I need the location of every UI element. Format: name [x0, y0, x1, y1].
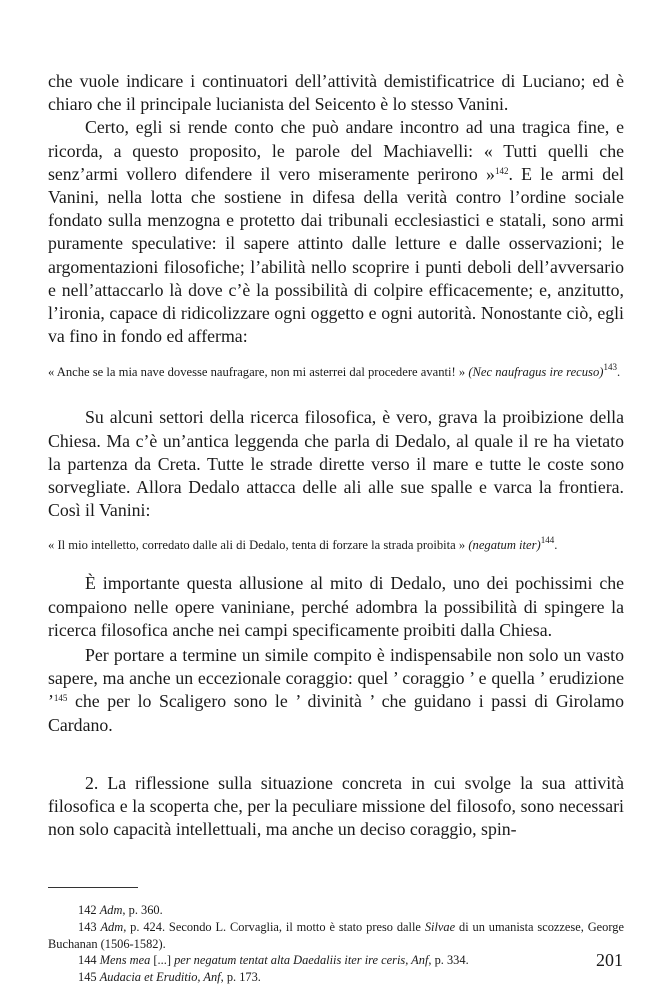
- footnote-144-title2: per negatum tentat alta Daedaliis iter ire ceris, Anf: [174, 953, 429, 968]
- quote-1-latin: (Nec naufragus ire recuso): [468, 365, 604, 380]
- footnote-ref-143[interactable]: 143: [603, 362, 617, 373]
- paragraph-5-b: che per lo Scaligero sono le ’ divinità ’ che guidano i passi di Girolamo Cardano.: [48, 691, 624, 735]
- footnote-143-title: Adm: [100, 920, 124, 935]
- footnote-144-mid: [...]: [153, 953, 171, 968]
- footnote-145-rest: , p. 173.: [220, 969, 261, 984]
- paragraph-5-a: Per portare a termine un simile compito è indispensabile non solo un vasto sapere, ma anche un eccezionale coraggio: quel ’ coraggio ’ e quella ’ erudizione ’: [48, 645, 624, 712]
- footnote-143: [48, 919, 624, 952]
- paragraph-6-section-2: 2. La riflessione sulla situazione concreta in cui svolge la sua attività filosofica e la scoperta che, per la peculiare missione del filosofo, sono necessari non solo capacità intellettuali, ma anche un deciso coraggio, spin-: [48, 772, 624, 840]
- footnote-143-rest: , p. 424. Secondo L. Corvaglia, il motto è stato preso dalle: [123, 920, 421, 935]
- footnote-142: [48, 902, 624, 919]
- paragraph-2-b: . E le armi del Vanini, nella lotta che sostiene in difesa della verità contro l’ordine sociale fondato sulla menzogna e protetto dai tribunali ecclesiastici e statali, sono armi puramente speculative: il sapere attinto dalle letture e dalle osservazioni; le argomentazioni filosofiche; l’abilità nello scoprire i punti deboli dell’avversario e nell’attaccarlo là dove c’è la possibilità di colpire efficacemente; e, anzitutto, l’ironia, capace di ridicolizzare ogni oggetto e ogni autorità. Nonostante ciò, egli va fino in fondo ed afferma:: [48, 163, 624, 347]
- footnote-142-num: 142: [78, 903, 97, 918]
- footnotes: [48, 902, 624, 985]
- footnote-145-num: 145: [78, 969, 97, 984]
- footnote-143-num: 143: [78, 920, 97, 935]
- paragraph-3: Su alcuni settori della ricerca filosofica, è vero, grava la proibizione della Chiesa. Ma c’è un’antica leggenda che parla di Dedalo, al quale il re ha vietato la partenza da Creta. Tutte le strade dirette verso il mare e tutte le coste sono sorvegliate. Allora Dedalo attacca delle ali alle sue spalle e varca la frontiera. Così il Vanini:: [48, 407, 624, 521]
- footnote-144-title: Mens mea: [99, 953, 151, 968]
- footnote-143-title2: Silvae: [424, 920, 456, 935]
- paragraph-5: [48, 644, 624, 737]
- footnote-144: [48, 952, 624, 969]
- footnote-142-title: Adm: [99, 903, 123, 918]
- footnote-145: [48, 969, 624, 986]
- footnote-ref-145[interactable]: 145: [53, 693, 68, 704]
- paragraph-2: [48, 116, 624, 348]
- quote-2-tail: .: [554, 538, 558, 553]
- footnote-rule: [48, 887, 138, 888]
- page-body: [48, 70, 624, 985]
- paragraph-2-a: Certo, egli si rende conto che può andare incontro ad una tragica fine, e ricorda, a questo proposito, le parole del Machiavelli: « Tutti quelli che senz’armi vollero difendere il vero miseramente perirono »: [48, 117, 624, 184]
- quote-2: [48, 536, 624, 554]
- footnote-144-num: 144: [78, 953, 97, 968]
- footnote-ref-142[interactable]: 142: [494, 165, 509, 176]
- footnote-143-rest2: di un umanista scozzese, George Buchanan (1506-1582).: [48, 920, 624, 951]
- paragraph-1: che vuole indicare i continuatori dell’attività demistificatrice di Luciano; ed è chiaro che il principale lucianista del Seicento è lo stesso Vanini.: [48, 71, 624, 115]
- quote-1-tail: .: [616, 365, 621, 380]
- footnote-144-rest: , p. 334.: [428, 953, 469, 968]
- footnote-ref-144[interactable]: 144: [540, 535, 555, 546]
- footnote-145-title: Audacia et Eruditio, Anf: [99, 969, 221, 984]
- quote-2-latin: (negatum iter): [468, 538, 541, 553]
- paragraph-4: È importante questa allusione al mito di Dedalo, uno dei pochissimi che compaiono nelle opere vaniniane, perché adombra la possibilità di spingere la ricerca filosofica anche nei campi specificamente proibiti dalla Chiesa.: [48, 573, 624, 640]
- quote-2-text: « Il mio intelletto, corredato dalle ali di Dedalo, tenta di forzare la strada proibita »: [48, 538, 466, 553]
- quote-1: [48, 363, 624, 381]
- page-number: 201: [596, 950, 623, 970]
- footnote-142-rest: , p. 360.: [122, 903, 163, 918]
- quote-1-text: « Anche se la mia nave dovesse naufragare, non mi asterrei dal procedere avanti! »: [48, 365, 466, 380]
